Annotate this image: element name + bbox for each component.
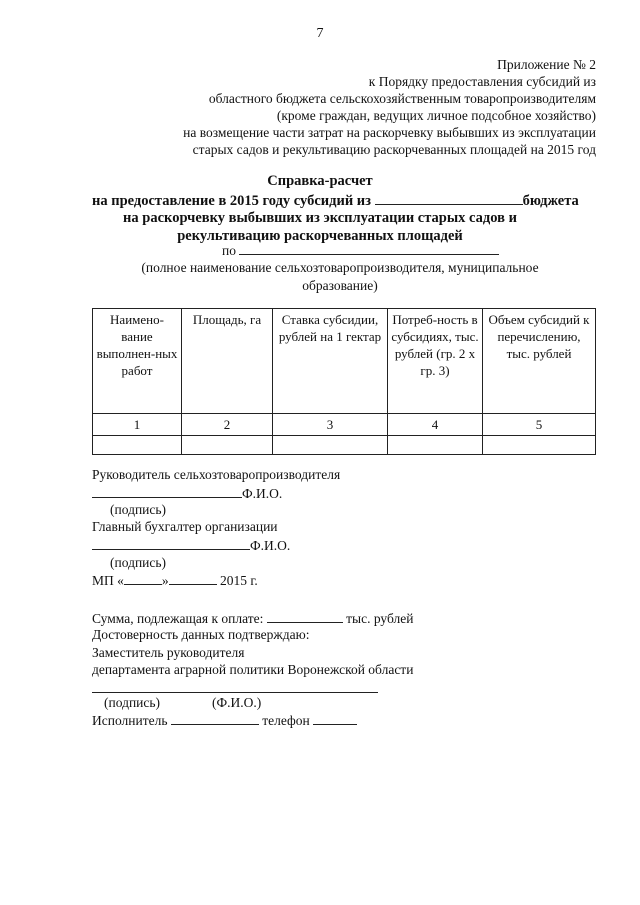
mp-day-blank [124, 572, 162, 585]
executor-blank [171, 712, 259, 725]
head-signature-line [92, 485, 282, 502]
head-podpis: (подпись) [110, 502, 167, 517]
sum-unit: тыс. рублей [346, 611, 414, 626]
deputy-fio: (Ф.И.О.) [212, 695, 262, 710]
empty-cell [388, 436, 483, 455]
col-num-3: 3 [273, 414, 388, 436]
mp-line [92, 572, 258, 589]
subsidy-table [92, 308, 596, 455]
mp-mid: » [161, 573, 169, 588]
appendix-line-1: Приложение № 2 [497, 57, 596, 72]
col-num-2: 2 [182, 414, 273, 436]
title-line1-end: бюджета [522, 193, 579, 209]
deputy-signature-blank [92, 692, 378, 693]
appendix-line-5: на возмещение части затрат на раскорчевку выбывших из эксплуатации [183, 125, 596, 140]
mp-month-blank [169, 572, 217, 585]
accountant-signature-line [92, 537, 290, 554]
phone-blank [313, 712, 357, 725]
head-signature-blank [92, 485, 242, 498]
appendix-line-3: областного бюджета сельскохозяйственным товаропроизводителям [208, 91, 596, 106]
appendix-line-6: старых садов и рекультивацию раскорчеванных площадей на 2015 год [192, 142, 596, 157]
accountant-signature-blank [92, 537, 250, 550]
deputy-label: Заместитель руководителя [92, 645, 245, 660]
appendix-line-2: к Порядку предоставления субсидий из [368, 74, 596, 89]
producer-note-1: (полное наименование сельхозтоваропроизводителя, муниципальное [141, 260, 539, 275]
producer-note-2: образование) [302, 278, 378, 293]
header-works: Наимено-вание выполнен-ных работ [93, 309, 182, 414]
page-number: 7 [316, 26, 324, 41]
deputy-podpis: (подпись) [104, 695, 161, 710]
col-num-1: 1 [93, 414, 182, 436]
accountant-podpis: (подпись) [110, 555, 167, 570]
po-line [222, 242, 499, 259]
executor-line [92, 712, 357, 729]
accountant-label: Главный бухгалтер организации [92, 519, 278, 534]
col-num-4: 4 [388, 414, 483, 436]
header-rate: Ставка субсидии, рублей на 1 гектар [273, 309, 388, 414]
empty-cell [93, 436, 182, 455]
mp-prefix: МП « [92, 573, 124, 588]
empty-cell [182, 436, 273, 455]
sum-line [92, 610, 413, 627]
accountant-fio: Ф.И.О. [250, 538, 291, 553]
table-empty-row [93, 436, 596, 455]
title-line1-start: на предоставление в 2015 году субсидий из [92, 193, 371, 209]
header-area: Площадь, га [182, 309, 273, 414]
sum-label: Сумма, подлежащая к оплате: [92, 611, 264, 626]
sum-blank [267, 610, 343, 623]
col-num-5: 5 [483, 414, 596, 436]
appendix-line-4: (кроме граждан, ведущих личное подсобное хозяйство) [276, 108, 596, 123]
doc-title-line-2: на раскорчевку выбывших из эксплуатации старых садов и [123, 210, 517, 226]
doc-title-line-3: рекультивацию раскорчеванных площадей [177, 228, 463, 244]
head-label: Руководитель сельхозтоваропроизводителя [92, 467, 341, 482]
head-fio: Ф.И.О. [242, 486, 283, 501]
doc-title-line-1 [92, 192, 579, 210]
header-volume: Объем субсидий к перечислению, тыс. рублей [483, 309, 596, 414]
department-label: департамента аграрной политики Воронежской области [92, 662, 414, 677]
budget-blank [375, 192, 523, 205]
empty-cell [483, 436, 596, 455]
doc-heading: Справка-расчет [267, 173, 373, 189]
confirm-label: Достоверность данных подтверждаю: [92, 627, 310, 642]
table-number-row [93, 414, 596, 436]
table-header-row [93, 309, 596, 414]
phone-label: телефон [262, 713, 310, 728]
header-need: Потреб-ность в субсидиях, тыс. рублей (гр. 2 х гр. 3) [388, 309, 483, 414]
mp-year: 2015 г. [220, 573, 258, 588]
po-label: по [222, 243, 236, 258]
producer-blank [239, 242, 499, 255]
empty-cell [273, 436, 388, 455]
executor-label: Исполнитель [92, 713, 168, 728]
